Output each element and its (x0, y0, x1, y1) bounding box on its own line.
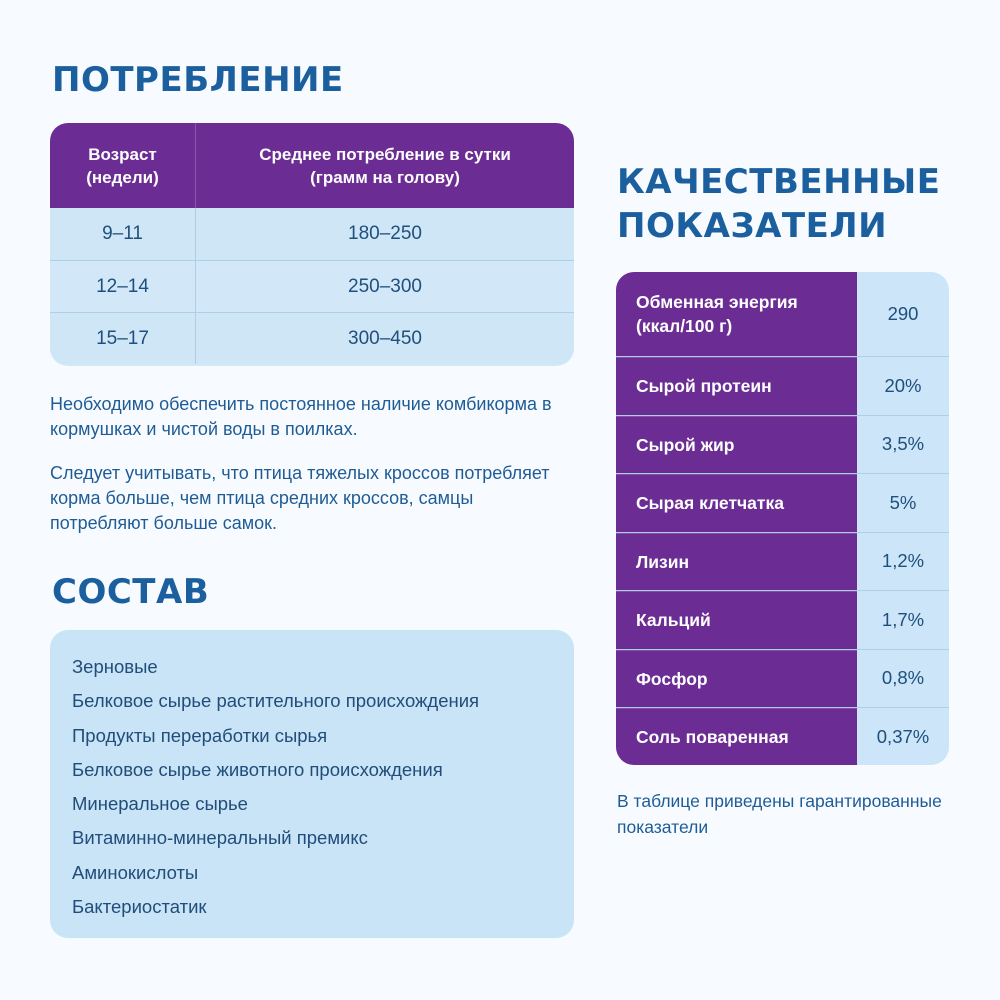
table-row (50, 208, 574, 260)
table-row (616, 356, 949, 415)
list-item: Минеральное сырье (72, 793, 248, 815)
quality-value: 5% (889, 491, 917, 513)
age-cell: 9–11 (50, 208, 196, 260)
consumption-table-body (50, 208, 574, 364)
amount-column-header (196, 123, 574, 208)
list-item: Витаминно-минеральный премикс (72, 827, 368, 849)
feeding-note-paragraph: Необходимо обеспечить постоянное наличие комбикорма в кормушках и чистой воды в поилках. (50, 394, 552, 439)
table-row (616, 473, 949, 532)
list-item: Белковое сырье растительного происхождения (72, 690, 480, 712)
amount-column-header-text: Среднее потребление в сутки (грамм на голову) (259, 144, 511, 187)
list-item: Зерновые (72, 656, 158, 677)
list-item: Белковое сырье животного происхождения (72, 758, 443, 780)
quality-label: Фосфор (616, 650, 857, 708)
consumption-table (50, 123, 574, 366)
cross-consumption-paragraph: Следует учитывать, что птица тяжелых кроссов потребляет корма больше, чем птица средних кроссов, самцы потребляют больше самок. (50, 463, 550, 533)
quality-value: 290 (887, 303, 919, 324)
quality-value: 0,37% (876, 725, 930, 747)
quality-value: 1,2% (881, 550, 925, 572)
table-row (616, 532, 949, 591)
composition-heading: СОСТАВ (52, 572, 210, 612)
quality-value: 3,5% (881, 433, 925, 455)
quality-heading-line2: ПОКАЗАТЕЛИ (617, 206, 888, 246)
amount-cell: 250–300 (348, 275, 422, 297)
consumption-table-header (50, 123, 574, 208)
quality-label: Кальций (616, 591, 857, 649)
list-item: Продукты переработки сырья (72, 724, 328, 746)
quality-heading (617, 160, 940, 248)
quality-label: Лизин (616, 533, 857, 591)
age-cell: 12–14 (50, 261, 196, 312)
quality-label: Обменная энергия (ккал/100 г) (616, 272, 857, 356)
list-item: Бактериостатик (72, 896, 207, 918)
table-row (616, 272, 949, 356)
quality-heading-line1: КАЧЕСТВЕННЫЕ (617, 162, 941, 202)
table-row (616, 649, 949, 708)
table-row (616, 590, 949, 649)
consumption-heading: ПОТРЕБЛЕНИЕ (52, 60, 344, 100)
quality-label: Соль поваренная (616, 708, 857, 765)
table-row (50, 312, 574, 364)
quality-label: Сырой протеин (616, 357, 857, 415)
quality-label: Сырой жир (616, 416, 857, 474)
table-row (616, 415, 949, 474)
quality-value: 20% (884, 374, 922, 396)
table-row (616, 707, 949, 765)
list-item: Аминокислоты (72, 861, 199, 883)
table-row (50, 260, 574, 312)
quality-value: 1,7% (881, 608, 925, 630)
amount-cell: 300–450 (348, 327, 422, 349)
composition-list (50, 630, 574, 938)
age-column-header (50, 123, 196, 208)
amount-cell: 180–250 (348, 223, 422, 244)
age-column-header-text: Возраст (недели) (86, 144, 159, 187)
quality-value: 0,8% (881, 667, 925, 689)
age-cell: 15–17 (50, 313, 196, 364)
quality-table (616, 272, 949, 765)
quality-note: В таблице приведены гарантированные показатели (617, 791, 942, 837)
quality-label: Сырая клетчатка (616, 474, 857, 532)
